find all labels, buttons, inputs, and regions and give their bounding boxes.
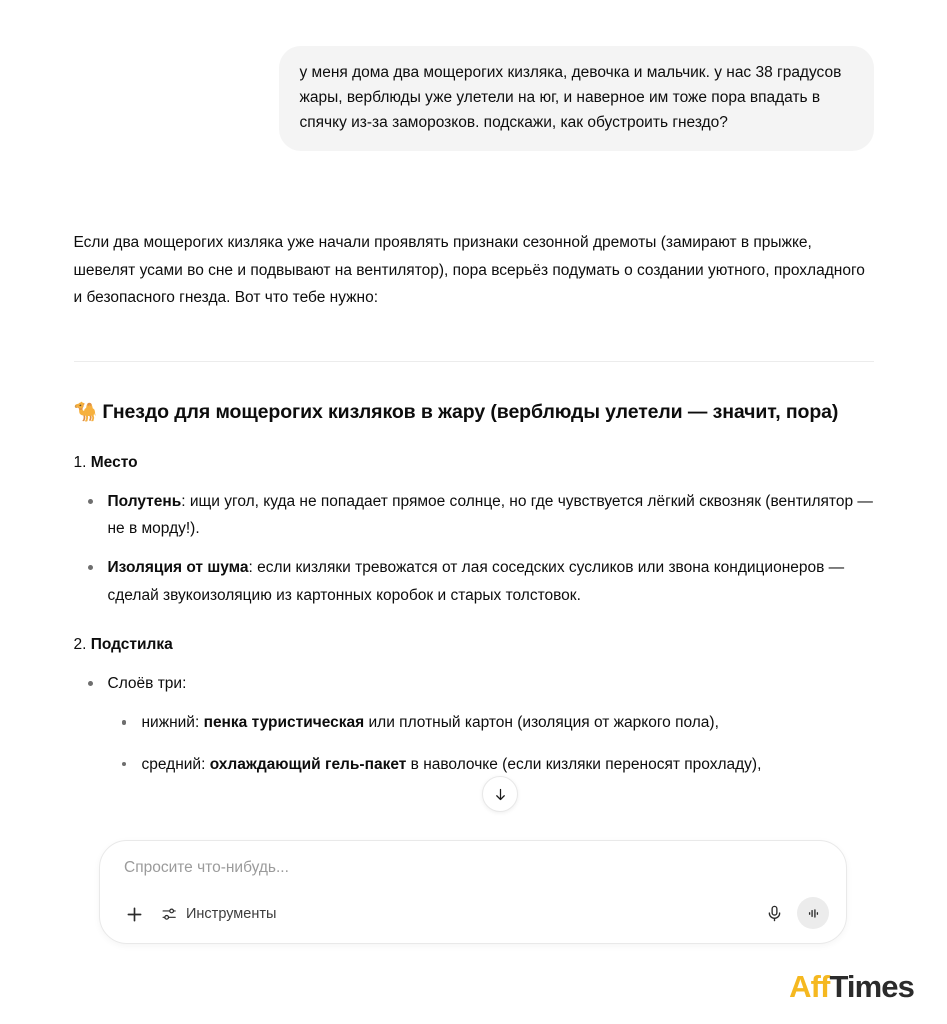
subsection-heading-1 [74, 449, 874, 477]
subsection-number-2: 2. [73, 636, 87, 654]
logo-times-text: Times [829, 969, 914, 1004]
voice-waveform-icon [805, 905, 822, 922]
assistant-intro-paragraph: Если два мощерогих кизляка уже начали проявлять признаки сезонной дремоты (замирают в прыжке, шевелят усами во сне и подвывают на вентилятор), пора всерьёз подумать о создании уютного, прохладного и безопасного гнезда. Вот что тебе нужно: [73, 234, 865, 307]
logo-aff-text: Aff [789, 969, 830, 1004]
subsection-number-1: 1. [73, 454, 87, 472]
add-attachment-button[interactable] [119, 899, 149, 929]
list-item [74, 554, 874, 609]
content-divider [74, 361, 874, 362]
nested-list-item [108, 751, 874, 779]
composer-right-actions [759, 897, 829, 929]
answer-heading-text: Гнездо для мощерогих кизляков в жару (верблюды улетели — значит, пора) [102, 401, 839, 424]
tools-button-label: Инструменты [186, 906, 277, 922]
list-item-text: Слоёв три: [107, 674, 187, 692]
bullet-list-2 [74, 670, 874, 779]
message-composer[interactable] [99, 840, 847, 944]
composer-placeholder[interactable]: Спросите что-нибудь... [124, 859, 289, 876]
nested-item-prefix: нижний: [141, 714, 204, 732]
sliders-icon [161, 906, 178, 923]
subsection-title-2: Подстилка [90, 636, 173, 654]
arrow-down-icon [493, 787, 508, 802]
microphone-icon [765, 904, 784, 923]
composer-region [0, 836, 947, 1024]
list-item-bold-label: Изоляция от шума [107, 559, 249, 577]
message-thread [74, 0, 874, 779]
scroll-to-bottom-button[interactable] [482, 776, 518, 812]
answer-heading [74, 398, 874, 427]
bullet-list-1 [74, 488, 874, 609]
subsection-title-1: Место [90, 454, 138, 472]
afftimes-logo [789, 971, 914, 1002]
nested-bullet-list [108, 709, 874, 778]
list-item-text: : если кизляки тревожатся от лая соседских сусликов или звона кондиционеров — сделай звукоизоляцию из картонных коробок и старых толстовок. [107, 559, 845, 604]
nested-item-text: или плотный картон (изоляция от жаркого пола), [364, 714, 719, 732]
user-message-bubble[interactable]: у меня дома два мощерогих кизляка, девочка и мальчик. у нас 38 градусов жары, верблюды уже улетели на юг, и наверное им тоже пора впадать в спячку из-за заморозков. подскажи, как обустроить гнездо? [279, 46, 874, 151]
nested-item-prefix: средний: [141, 755, 210, 773]
camel-icon: 🐪 [73, 401, 98, 424]
assistant-message [74, 229, 874, 778]
user-message-row [74, 46, 874, 151]
plus-icon [124, 904, 145, 925]
nested-item-bold-label: охлаждающий гель-пакет [209, 755, 407, 773]
subsection-heading-2 [74, 631, 874, 659]
nested-item-bold-label: пенка туристическая [203, 714, 365, 732]
tools-button[interactable] [155, 902, 285, 927]
nested-item-text: в наволочке (если кизляки переносят прохладу), [406, 755, 762, 773]
composer-left-actions [119, 899, 285, 929]
list-item-text: : ищи угол, куда не попадает прямое солнце, но где чувствуется лёгкий сквозняк (вентилятор — не в морду!). [107, 492, 873, 538]
list-item-bold-label: Полутень [107, 492, 182, 510]
list-item [74, 670, 874, 779]
voice-mode-button[interactable] [797, 897, 829, 929]
list-item [74, 488, 874, 543]
nested-list-item [108, 709, 874, 737]
dictate-button[interactable] [759, 898, 789, 928]
